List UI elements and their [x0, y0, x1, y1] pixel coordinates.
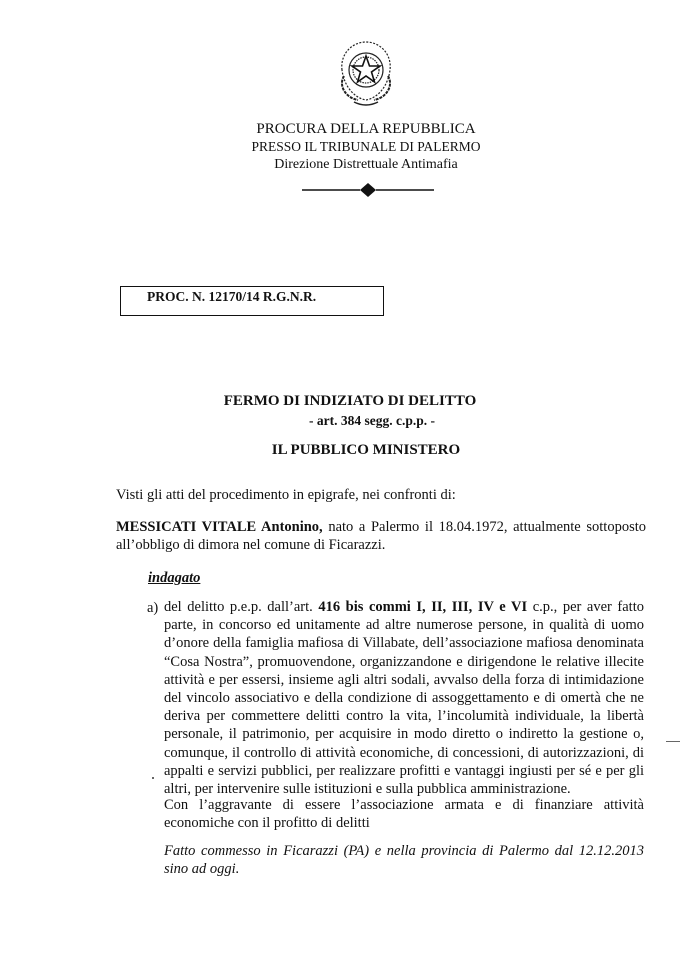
aggravating-circumstance: Con l’aggravante di essere l’associazione armata e di finanziare attività economiche con il profitto di delitti [164, 797, 644, 832]
direction-name: Direzione Distrettuale Antimafia [274, 157, 458, 172]
italian-republic-emblem-icon [332, 36, 400, 108]
document-title: FERMO DI INDIZIATO DI DELITTO [223, 393, 477, 409]
fact-statement: Fatto commesso in Ficarazzi (PA) e nella provincia di Palermo dal 12.12.2013 sino ad oggi. [164, 843, 644, 878]
intro-paragraph: Visti gli atti del procedimento in epigrafe, nei confronti di: [116, 487, 456, 503]
person-name: MESSICATI VITALE Antonino, [116, 519, 323, 535]
court-name: PRESSO IL TRIBUNALE DI PALERMO [251, 139, 481, 154]
proc-number: PROC. N. 12170/14 R.G.N.R. [147, 289, 317, 304]
charge-text [164, 598, 644, 798]
diamond-divider-icon [302, 183, 434, 197]
charge-text-after: c.p., per aver fatto parte, in concorso ed unitamente ad altre numerose persone, in qualità di uomo d’onore della famiglia mafiosa di Villabate, dell’associazione mafiosa denominata “Cosa Nostra”, promuovendone, organizzandone e dirigendone le relative illecite attività e per essersi, insieme agli altri sodali, avvalso della forza di intimidazione del vincolo associativo e della condizione di assoggettamento e di omertà che ne deriva per commettere delitti contro la vita, l’incolumità individuale, la libertà personale, il patrimonio, per acquisire in modo diretto o indiretto la gestione o, comunque, il controllo di attività economiche, di concessioni, di autorizzazioni, di appalti e servizi pubblici, per realizzare profitti e vantaggi ingiusti per sé e per gli altri, per intervenire sulle istituzioni e sulla pubblica amministrazione. [164, 599, 644, 798]
authority-heading: IL PUBBLICO MINISTERO [271, 442, 461, 458]
scan-speck [152, 777, 154, 779]
charge-list-marker: a) [147, 600, 159, 616]
status-label: indagato [148, 570, 201, 586]
office-header [200, 120, 532, 174]
proc-number-box [120, 286, 384, 316]
scan-mark [666, 741, 680, 742]
charge-text-before: del delitto p.e.p. dall’art. [164, 599, 319, 615]
charge-article: 416 bis commi I, II, III, IV e VI [318, 599, 528, 615]
person-details: nato a Palermo il 18.04.1972, attualmente sottoposto all’obbligo di dimora nel comune di Ficarazzi. [116, 519, 646, 553]
person-paragraph [116, 518, 646, 554]
office-name: PROCURA DELLA REPUBBLICA [256, 121, 476, 137]
article-reference: - art. 384 segg. c.p.p. - [309, 413, 435, 428]
